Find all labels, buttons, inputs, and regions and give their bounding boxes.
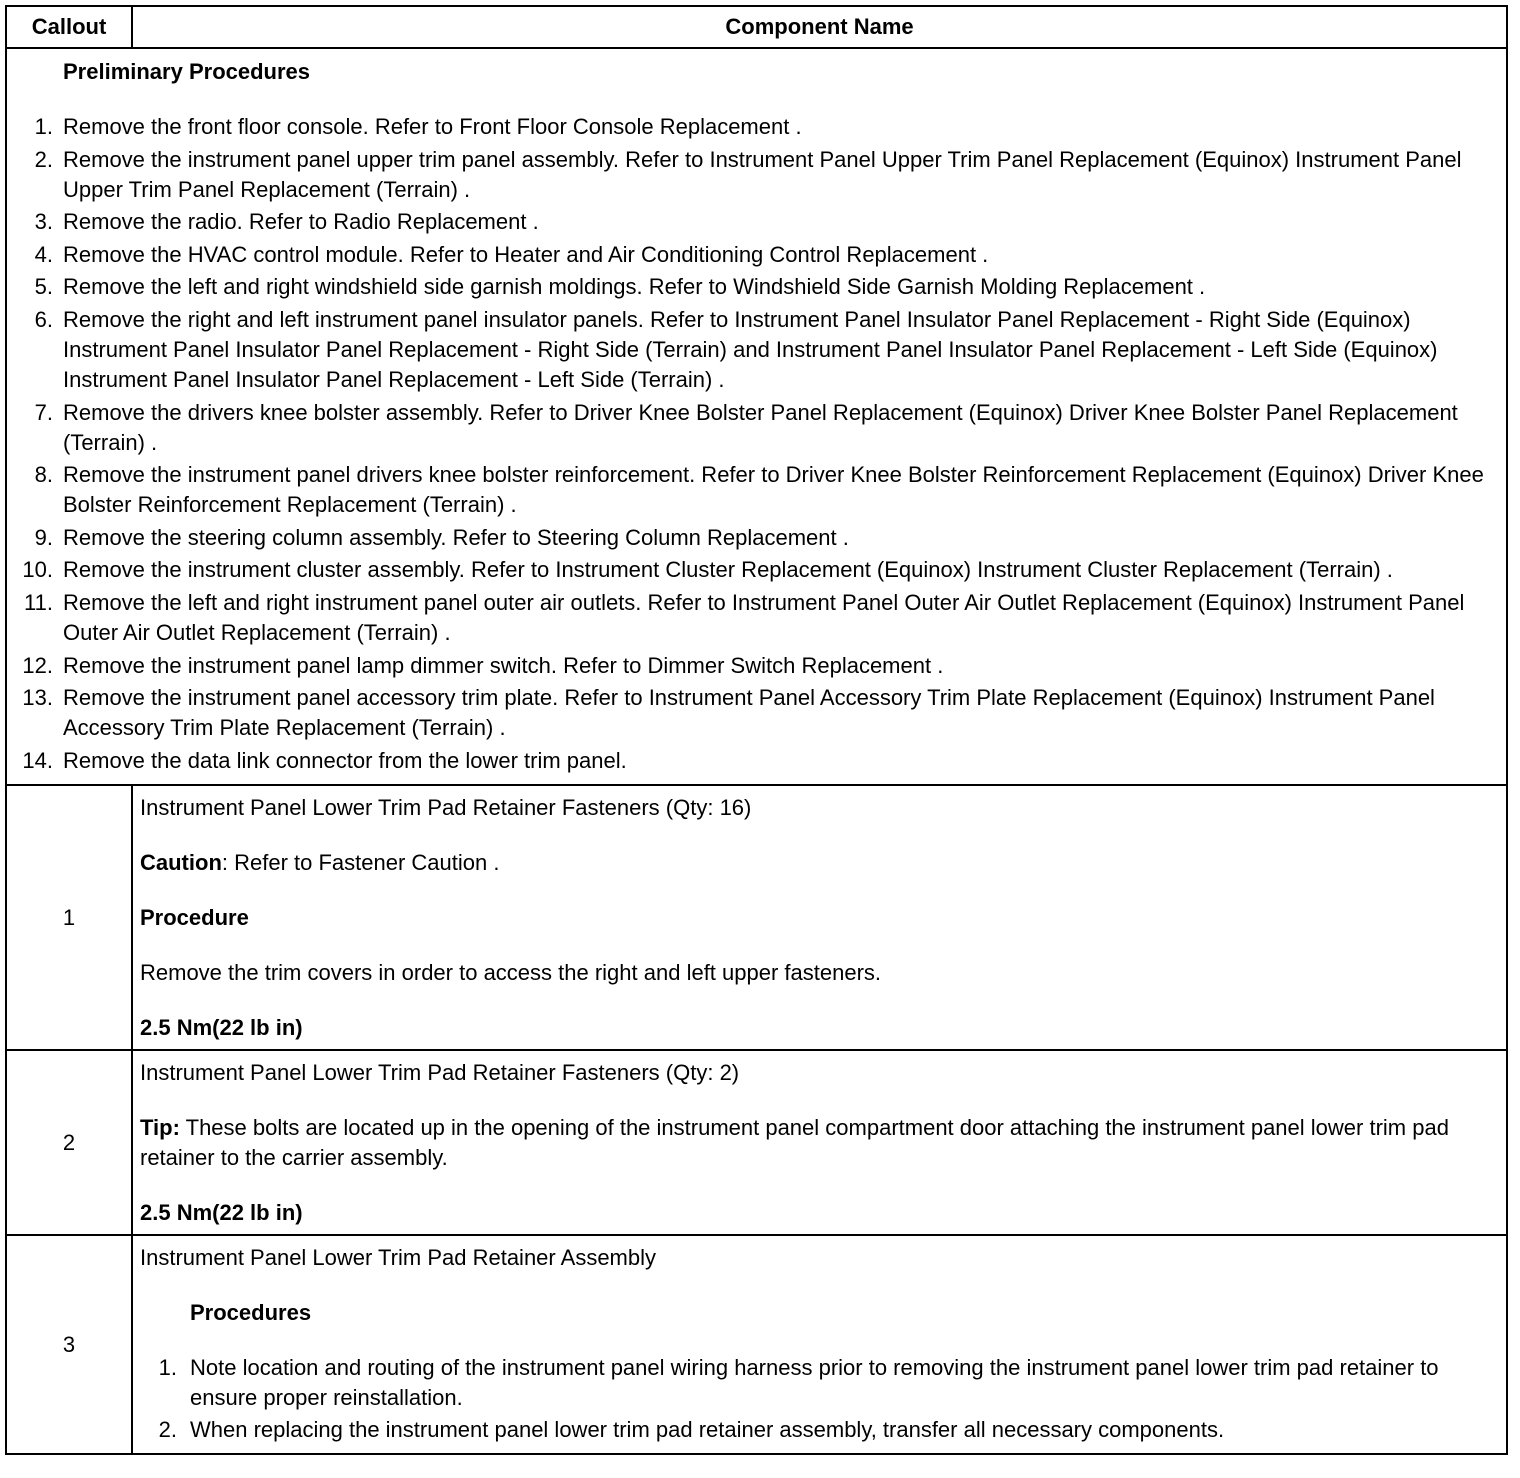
list-item <box>7 588 1494 648</box>
list-item <box>7 240 1494 270</box>
step-text: Remove the steering column assembly. Refer to Steering Column Replacement . <box>63 524 849 550</box>
preliminary-title: Preliminary Procedures <box>63 59 311 84</box>
tip-note <box>140 1113 1496 1173</box>
list-item <box>140 1415 1496 1445</box>
list-item <box>7 398 1494 458</box>
step-text: Remove the data link connector from the lower trim panel. <box>63 747 627 773</box>
torque-spec: 2.5 Nm(22 lb in) <box>140 1200 303 1226</box>
step-text: Remove the instrument panel drivers knee bolster reinforcement. Refer to Driver Knee Bolster Reinforcement Replacement (Equinox) Driver Knee Bolster Reinforcement Replacement (Terrain) . <box>63 462 1484 518</box>
step-number: 11. <box>24 589 53 615</box>
procedure-steps <box>140 1353 1496 1445</box>
step-text: Remove the instrument cluster assembly. Refer to Instrument Cluster Replacement (Equinox) Instrument Cluster Replacement (Terrain) . <box>63 557 1393 583</box>
list-item <box>7 683 1494 743</box>
caution-label: Caution <box>140 850 222 876</box>
procedure-table <box>5 5 1508 1455</box>
caution-note <box>140 848 1496 878</box>
callout-number: 2 <box>6 1050 132 1235</box>
component-cell <box>132 1050 1507 1235</box>
callout-header: Callout <box>6 6 132 48</box>
step-text: Remove the left and right instrument panel outer air outlets. Refer to Instrument Panel Outer Air Outlet Replacement (Equinox) Instrument Panel Outer Air Outlet Replacement (Terrain) . <box>63 589 1465 645</box>
list-item <box>7 145 1494 205</box>
step-text: Remove the instrument panel upper trim panel assembly. Refer to Instrument Panel Upper Trim Panel Replacement (Equinox) Instrument Panel Upper Trim Panel Replacement (Terrain) . <box>63 146 1462 202</box>
callout-number: 3 <box>6 1235 132 1454</box>
step-text: Remove the drivers knee bolster assembly. Refer to Driver Knee Bolster Panel Replacement (Equinox) Driver Knee Bolster Panel Replacement (Terrain) . <box>63 399 1458 455</box>
step-text: Remove the radio. Refer to Radio Replacement . <box>63 209 539 235</box>
step-text: Remove the right and left instrument panel insulator panels. Refer to Instrument Panel Insulator Panel Replacement - Right Side (Equinox) Instrument Panel Insulator Panel Replacement - Right Side (Terrain) and Instrument Panel Insulator Panel Replacement - Left Side (Equinox) Instrument Panel Insulator Panel Replacement - Left Side (Terrain) . <box>63 306 1438 392</box>
list-item <box>7 272 1494 302</box>
component-cell <box>132 785 1507 1050</box>
list-item <box>7 651 1494 681</box>
tip-label: Tip: <box>140 1115 180 1141</box>
step-number: 1. <box>34 114 53 139</box>
preliminary-cell <box>6 48 1507 785</box>
step-number: 1. <box>158 1355 177 1381</box>
torque-spec: 2.5 Nm(22 lb in) <box>140 1015 303 1041</box>
step-text: Remove the front floor console. Refer to Front Floor Console Replacement . <box>63 114 802 139</box>
list-item <box>140 1353 1496 1413</box>
component-cell <box>132 1235 1507 1454</box>
component-name: Instrument Panel Lower Trim Pad Retainer Fasteners (Qty: 2) <box>140 1060 740 1086</box>
step-text: Remove the instrument panel accessory trim plate. Refer to Instrument Panel Accessory Trim Plate Replacement (Equinox) Instrument Panel Accessory Trim Plate Replacement (Terrain) . <box>63 685 1435 741</box>
step-text: Note location and routing of the instrument panel wiring harness prior to removing the instrument panel lower trim pad retainer to ensure proper reinstallation. <box>190 1355 1439 1411</box>
step-number: 5. <box>34 274 53 300</box>
list-item <box>7 207 1494 237</box>
preliminary-steps <box>7 112 1494 776</box>
step-number: 12. <box>22 652 53 678</box>
table-row <box>6 1050 1507 1235</box>
list-item <box>7 746 1494 776</box>
table-row <box>6 785 1507 1050</box>
list-item <box>7 460 1494 520</box>
preliminary-row <box>6 48 1507 785</box>
component-name: Instrument Panel Lower Trim Pad Retainer Assembly <box>140 1245 657 1271</box>
step-text: Remove the HVAC control module. Refer to Heater and Air Conditioning Control Replacement . <box>63 241 989 267</box>
caution-text: : Refer to Fastener Caution . <box>221 850 500 876</box>
step-number: 8. <box>34 462 53 488</box>
list-item <box>7 112 1494 142</box>
callout-number: 1 <box>6 785 132 1050</box>
header-row <box>6 6 1507 48</box>
step-text: Remove the instrument panel lamp dimmer switch. Refer to Dimmer Switch Replacement . <box>63 652 944 678</box>
step-text: When replacing the instrument panel lower trim pad retainer assembly, transfer all necessary components. <box>190 1417 1225 1443</box>
list-item <box>7 523 1494 553</box>
procedure-label: Procedure <box>140 905 249 931</box>
list-item <box>7 555 1494 585</box>
step-number: 14. <box>22 747 53 773</box>
step-number: 2. <box>34 146 53 172</box>
procedure-text: Remove the trim covers in order to access the right and left upper fasteners. <box>140 960 882 986</box>
procedures-label: Procedures <box>190 1300 312 1326</box>
step-number: 3. <box>34 209 53 235</box>
step-text: Remove the left and right windshield side garnish moldings. Refer to Windshield Side Garnish Molding Replacement . <box>63 274 1206 300</box>
step-number: 7. <box>34 399 53 425</box>
step-number: 13. <box>22 685 53 711</box>
step-number: 9. <box>34 524 53 550</box>
step-number: 10. <box>22 557 53 583</box>
list-item <box>7 305 1494 395</box>
step-number: 6. <box>34 306 53 332</box>
table-row <box>6 1235 1507 1454</box>
step-number: 2. <box>158 1417 177 1443</box>
step-number: 4. <box>34 241 53 267</box>
component-name-header: Component Name <box>132 6 1507 48</box>
component-name: Instrument Panel Lower Trim Pad Retainer Fasteners (Qty: 16) <box>140 795 752 821</box>
tip-text: These bolts are located up in the opening of the instrument panel compartment door attaching the instrument panel lower trim pad retainer to the carrier assembly. <box>140 1115 1449 1171</box>
